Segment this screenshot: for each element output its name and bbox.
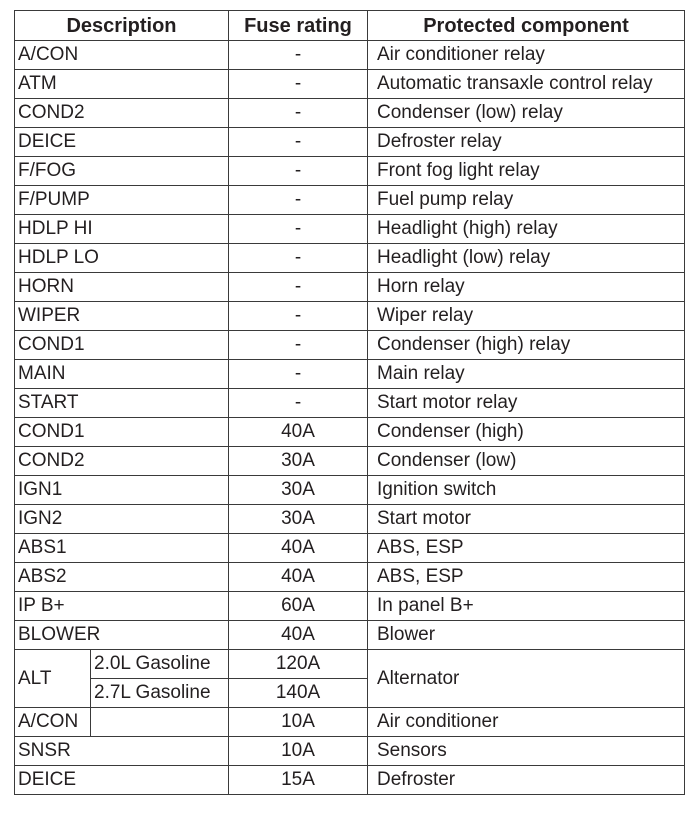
- fuse-rating-cell: 140A: [229, 679, 368, 708]
- fuse-table: [14, 10, 685, 795]
- description-cell: COND2: [15, 99, 229, 128]
- fuse-rating-cell: 40A: [229, 418, 368, 447]
- table-row: [15, 186, 685, 215]
- protected-component-cell: Fuel pump relay: [368, 186, 685, 215]
- protected-component-cell: Wiper relay: [368, 302, 685, 331]
- table-row: [15, 592, 685, 621]
- description-cell: A/CON: [15, 708, 91, 737]
- description-cell: HDLP HI: [15, 215, 229, 244]
- description-cell: IGN1: [15, 476, 229, 505]
- header-row: [15, 11, 685, 41]
- protected-component-cell: Condenser (high) relay: [368, 331, 685, 360]
- header-protected-component: Protected component: [368, 11, 685, 41]
- description-cell: COND2: [15, 447, 229, 476]
- header-fuse-rating: Fuse rating: [229, 11, 368, 41]
- engine-variant-cell: 2.0L Gasoline: [91, 650, 229, 679]
- protected-component-cell: Ignition switch: [368, 476, 685, 505]
- description-cell: IGN2: [15, 505, 229, 534]
- protected-component-cell: Front fog light relay: [368, 157, 685, 186]
- table-row: [15, 737, 685, 766]
- fuse-rating-cell: 60A: [229, 592, 368, 621]
- header-description: Description: [15, 11, 229, 41]
- table-row: [15, 128, 685, 157]
- description-cell: SNSR: [15, 737, 229, 766]
- table-row: [15, 389, 685, 418]
- table-row-alt: [15, 650, 685, 679]
- protected-component-cell: Air conditioner: [368, 708, 685, 737]
- table-row: [15, 331, 685, 360]
- empty-subcell: [91, 708, 229, 737]
- fuse-rating-cell: 10A: [229, 737, 368, 766]
- protected-component-cell: Condenser (low) relay: [368, 99, 685, 128]
- table-row: [15, 99, 685, 128]
- protected-component-cell: Headlight (low) relay: [368, 244, 685, 273]
- table-row: [15, 244, 685, 273]
- protected-component-cell: Sensors: [368, 737, 685, 766]
- protected-component-cell: Air conditioner relay: [368, 41, 685, 70]
- description-cell: COND1: [15, 418, 229, 447]
- protected-component-cell: Alternator: [368, 650, 685, 708]
- protected-component-cell: Defroster: [368, 766, 685, 795]
- fuse-rating-cell: 40A: [229, 534, 368, 563]
- table-row: [15, 621, 685, 650]
- protected-component-cell: Start motor relay: [368, 389, 685, 418]
- fuse-rating-cell: -: [229, 70, 368, 99]
- fuse-rating-cell: -: [229, 331, 368, 360]
- engine-variant-cell: 2.7L Gasoline: [91, 679, 229, 708]
- fuse-rating-cell: -: [229, 360, 368, 389]
- fuse-rating-cell: -: [229, 128, 368, 157]
- table-row: [15, 273, 685, 302]
- fuse-rating-cell: -: [229, 157, 368, 186]
- table-row: [15, 70, 685, 99]
- description-cell: ABS2: [15, 563, 229, 592]
- protected-component-cell: In panel B+: [368, 592, 685, 621]
- table-row: [15, 708, 685, 737]
- protected-component-cell: Condenser (low): [368, 447, 685, 476]
- description-cell: HDLP LO: [15, 244, 229, 273]
- table-row: [15, 302, 685, 331]
- fuse-rating-cell: 40A: [229, 621, 368, 650]
- fuse-rating-cell: -: [229, 273, 368, 302]
- table-row: [15, 447, 685, 476]
- protected-component-cell: ABS, ESP: [368, 563, 685, 592]
- table-row: [15, 534, 685, 563]
- description-cell: ALT: [15, 650, 91, 708]
- protected-component-cell: Headlight (high) relay: [368, 215, 685, 244]
- protected-component-cell: Start motor: [368, 505, 685, 534]
- description-cell: A/CON: [15, 41, 229, 70]
- table-row: [15, 418, 685, 447]
- protected-component-cell: Horn relay: [368, 273, 685, 302]
- table-row: [15, 766, 685, 795]
- protected-component-cell: Condenser (high): [368, 418, 685, 447]
- description-cell: DEICE: [15, 766, 229, 795]
- fuse-rating-cell: 30A: [229, 505, 368, 534]
- description-cell: HORN: [15, 273, 229, 302]
- fuse-rating-cell: -: [229, 41, 368, 70]
- description-cell: COND1: [15, 331, 229, 360]
- description-cell: IP B+: [15, 592, 229, 621]
- description-cell: ATM: [15, 70, 229, 99]
- fuse-rating-cell: 30A: [229, 476, 368, 505]
- protected-component-cell: Main relay: [368, 360, 685, 389]
- fuse-rating-cell: -: [229, 215, 368, 244]
- description-cell: ABS1: [15, 534, 229, 563]
- fuse-rating-cell: -: [229, 99, 368, 128]
- table-row: [15, 157, 685, 186]
- description-cell: F/FOG: [15, 157, 229, 186]
- fuse-rating-cell: 15A: [229, 766, 368, 795]
- fuse-rating-cell: 10A: [229, 708, 368, 737]
- fuse-rating-cell: -: [229, 389, 368, 418]
- description-cell: DEICE: [15, 128, 229, 157]
- description-cell: F/PUMP: [15, 186, 229, 215]
- fuse-rating-cell: -: [229, 186, 368, 215]
- fuse-rating-cell: 40A: [229, 563, 368, 592]
- table-row: [15, 505, 685, 534]
- fuse-rating-cell: 30A: [229, 447, 368, 476]
- protected-component-cell: Defroster relay: [368, 128, 685, 157]
- protected-component-cell: Automatic transaxle control relay: [368, 70, 685, 99]
- table-row: [15, 563, 685, 592]
- description-cell: MAIN: [15, 360, 229, 389]
- protected-component-cell: ABS, ESP: [368, 534, 685, 563]
- description-cell: WIPER: [15, 302, 229, 331]
- table-row: [15, 215, 685, 244]
- fuse-rating-cell: 120A: [229, 650, 368, 679]
- description-cell: BLOWER: [15, 621, 229, 650]
- table-row: [15, 41, 685, 70]
- table-body: [15, 41, 685, 795]
- table-row: [15, 360, 685, 389]
- description-cell: START: [15, 389, 229, 418]
- fuse-rating-cell: -: [229, 244, 368, 273]
- fuse-rating-cell: -: [229, 302, 368, 331]
- protected-component-cell: Blower: [368, 621, 685, 650]
- table-row: [15, 476, 685, 505]
